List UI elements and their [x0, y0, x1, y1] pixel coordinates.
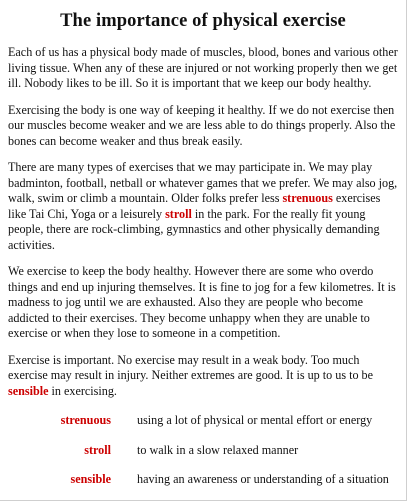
glossary-term: strenuous	[60, 413, 111, 427]
paragraph-3-text-b: exercises like Tai Chi, Yoga or a leisurely	[8, 191, 381, 221]
glossary-row	[8, 472, 389, 502]
paragraph-2: Exercising the body is one way of keeping it healthy. If we do not exercise then our muscles become weaker and we are less able to do things properly. Also the bones can become weaker and thus break easily.	[8, 102, 396, 148]
paragraph-3-text-a: There are many types of exercises that we may participate in. We may play badminton, football, netball or whatever games that we prefer. We may also jog, walk, swim or climb a mountain. Older folks prefer less	[8, 160, 398, 205]
paragraph-5-text-a: Exercise is important. No exercise may result in a weak body. Too much exercise may result in injury. Neither extremes are good. It is up to us to be	[8, 352, 374, 382]
page-title: The importance of physical exercise	[60, 11, 346, 31]
highlight-word-stroll: stroll	[165, 206, 192, 221]
highlight-word-sensible: sensible	[8, 383, 49, 398]
paragraph-5-text-b: in exercising.	[48, 383, 117, 398]
glossary-row	[8, 413, 389, 443]
glossary-definition: to walk in a slow relaxed manner	[137, 442, 299, 457]
paragraph-3-text-c: in the park. For the really fit young people, there are rock-climbing, gymnastics and other physically demanding activities.	[8, 206, 380, 252]
glossary-definition: using a lot of physical or mental effort or energy	[137, 413, 373, 427]
highlight-word-strenuous: strenuous	[282, 191, 333, 205]
paragraph-4: We exercise to keep the body healthy. However there are some who overdo things and end up injuring themselves. It is fine to jog for a few kilometres. It is madness to jog until we are exhausted. Also they are people who become addicted to their exercises. They become unhappy when they are unable to exercise or when they lose to someone in a competition.	[8, 264, 396, 340]
glossary-table	[8, 413, 389, 502]
paragraph-5	[8, 353, 398, 400]
glossary-term: stroll	[84, 442, 111, 457]
paragraph-3	[8, 160, 398, 253]
paragraph-1: Each of us has a physical body made of muscles, blood, bones and various other living tissue. When any of these are injured or not working properly then we get ill. Nobody likes to be ill. So it is important that we keep our body healthy.	[8, 45, 398, 90]
glossary-term: sensible	[70, 472, 111, 486]
glossary-definition: having an awareness or understanding of a situation	[137, 472, 389, 486]
glossary-row	[8, 443, 389, 473]
